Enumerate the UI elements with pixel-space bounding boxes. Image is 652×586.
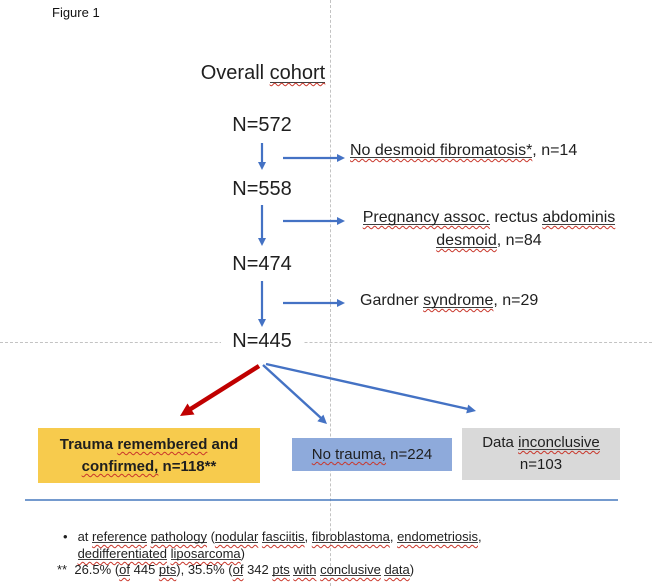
text-segment: data [384,562,410,577]
text-segment: ) [240,546,246,561]
text-segment: 342 [243,562,273,577]
text-segment: , n=84 [496,232,542,249]
text-segment: ), 35.5% ( [176,562,233,577]
footnote-pathology [63,528,482,562]
text-segment: rectus [489,209,543,226]
exclusion-pregnancy-label [348,206,630,252]
figure-label: Figure 1 [52,5,100,20]
cohort-count-final: N=445 [221,330,303,353]
text-segment: syndrome [423,292,494,309]
inconclusive-box-line2: n=103 [519,456,563,473]
text-segment: Overall [200,62,270,84]
text-segment: with [293,562,317,577]
inconclusive-box-line1 [462,432,620,454]
cohort-count-after-pathology: N=558 [221,178,303,201]
vertical-guide-line [330,0,331,586]
text-segment: desmoid [436,232,497,249]
text-segment: No trauma, [311,446,386,463]
arrow-data-inconclusive [266,364,476,413]
text-segment: No desmoid fibromatosis* [350,142,533,159]
text-segment: ( [206,529,215,544]
exclusion-no-desmoid-label [350,142,577,160]
text-segment: of [119,562,130,577]
text-segment: pts [272,562,290,577]
footnote-pathology-line2 [78,545,482,562]
text-segment: , [304,529,312,544]
cohort-count-after-pregnancy: N=474 [221,253,303,276]
text-segment: at [77,529,93,544]
arrow-exclusion-gardner [283,299,345,307]
text-segment: Pregnancy assoc. [362,209,490,226]
arrow-no-trauma [263,365,327,424]
exclusion-pregnancy-line1 [348,206,630,229]
text-segment: Data [482,434,519,451]
footnote-pathology-text [78,528,482,562]
text-segment: dedifferentiated [77,546,167,561]
trauma-box-line1 [38,434,260,456]
outcome-box-no-trauma [292,438,452,471]
text-segment: and [207,436,239,453]
text-segment: of [232,562,244,577]
text-segment: confirmed, [81,458,159,475]
text-segment: remembered [117,436,208,453]
text-segment: pts [158,562,177,577]
footnote-percentages [57,562,414,577]
text-segment: inconclusive [518,434,600,451]
outcome-box-data-inconclusive [462,428,620,480]
arrow-474-to-445 [258,281,266,327]
text-segment: 445 [130,562,159,577]
text-segment: abdominis [542,209,616,226]
text-segment: , [478,529,482,544]
text-segment: , n=14 [532,142,578,159]
text-segment: fasciitis [261,529,305,544]
text-segment: n=224 [385,446,433,463]
arrow-572-to-558 [258,143,266,170]
exclusion-pregnancy-line2 [348,229,630,252]
arrow-558-to-474 [258,205,266,246]
text-segment: Gardner [360,292,424,309]
text-segment: , [389,529,398,544]
footnote-pathology-line1 [78,528,482,545]
text-segment: pathology [150,529,207,544]
text-segment: ) [409,562,415,577]
text-segment: reference [92,529,147,544]
text-segment: endometriosis [397,529,478,544]
text-segment: liposarcoma [170,546,241,561]
exclusion-gardner-label [360,292,538,310]
horizontal-guide-line [0,342,652,343]
text-segment: n=118** [158,458,217,475]
text-segment: nodular [214,529,259,544]
text-segment: conclusive [320,562,381,577]
text-segment: , n=29 [493,292,539,309]
trauma-box-line2 [38,456,260,478]
arrow-exclusion-pregnancy [283,217,345,225]
cohort-count-initial: N=572 [221,114,303,137]
text-segment: fibroblastoma [311,529,390,544]
text-segment: cohort [269,62,326,84]
page-title [193,62,333,85]
text-segment: ** 26.5% ( [57,562,120,577]
bullet-glyph: • [63,529,68,544]
arrow-exclusion-no-desmoid [283,154,345,162]
text-segment: Trauma [59,436,118,453]
outcome-box-trauma-confirmed [38,428,260,483]
arrow-trauma-remembered [180,366,259,416]
